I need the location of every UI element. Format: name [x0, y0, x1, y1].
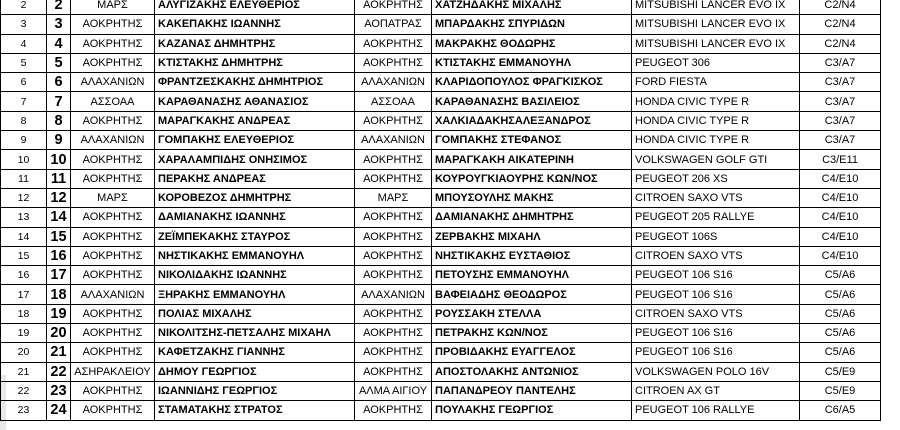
row-index: 14 [1, 227, 47, 246]
row-index: 5 [1, 53, 47, 72]
class-group: C3/A7 [800, 53, 881, 72]
start-number: 11 [47, 169, 71, 188]
start-number: 8 [47, 111, 71, 130]
car-model: VOLKSWAGEN POLO 16V [632, 362, 800, 381]
driver-club: ΑΟΚΡΗΤΗΣ [71, 169, 155, 188]
class-group: C4/E10 [800, 246, 881, 265]
start-number: 3 [47, 15, 71, 34]
table-row [1, 381, 881, 400]
start-number: 6 [47, 73, 71, 92]
driver-club: ΑΛΑΧΑΝΙΩΝ [71, 285, 155, 304]
table-row [1, 150, 881, 169]
driver-name: ΦΡΑΝΤΖΕΣΚΑΚΗΣ ΔΗΜΗΤΡΙΟΣ [155, 73, 355, 92]
row-index: 8 [1, 111, 47, 130]
start-number: 23 [47, 381, 71, 400]
codriver-club: ΑΟΚΡΗΤΗΣ [355, 34, 432, 53]
driver-name: ΑΛΥΓΙΖΑΚΗΣ ΕΛΕΥΘΕΡΙΟΣ [155, 0, 355, 15]
codriver-name: ΧΑΤΖΗΔΑΚΗΣ ΜΙΧΑΛΗΣ [432, 0, 632, 15]
class-group: C5/A6 [800, 285, 881, 304]
start-number: 2 [47, 0, 71, 15]
codriver-club: ΑΟΚΡΗΤΗΣ [355, 324, 432, 343]
start-number: 24 [47, 401, 71, 420]
table-row [1, 208, 881, 227]
class-group: C6/A5 [800, 401, 881, 420]
driver-club: ΑΟΚΡΗΤΗΣ [71, 111, 155, 130]
driver-club: ΑΟΚΡΗΤΗΣ [71, 246, 155, 265]
table-row [1, 285, 881, 304]
car-model: PEUGEOT 106 S16 [632, 285, 800, 304]
row-index: 11 [1, 169, 47, 188]
start-number: 5 [47, 53, 71, 72]
codriver-name: ΠΡΟΒΙΔΑΚΗΣ ΕΥΑΓΓΕΛΟΣ [432, 343, 632, 362]
row-index: 18 [1, 304, 47, 323]
driver-club: ΑΣΗΡΑΚΛΕΙΟΥ [71, 362, 155, 381]
start-number: 15 [47, 227, 71, 246]
class-group: C2/N4 [800, 34, 881, 53]
class-group: C3/E11 [800, 150, 881, 169]
car-model: HONDA CIVIC TYPE R [632, 131, 800, 150]
class-group: C5/A6 [800, 343, 881, 362]
codriver-club: ΑΟΚΡΗΤΗΣ [355, 246, 432, 265]
driver-name: ΧΑΡΑΛΑΜΠΙΔΗΣ ΟΝΗΣΙΜΟΣ [155, 150, 355, 169]
codriver-name: ΧΑΛΚΙΑΔΑΚΗΣΑΛΕΞΑΝΔΡΟΣ [432, 111, 632, 130]
car-model: MITSUBISHI LANCER EVO IX [632, 0, 800, 15]
driver-name: ΚΑΚΕΠΑΚΗΣ ΙΩΑΝΝΗΣ [155, 15, 355, 34]
driver-name: ΚΑΖΑΝΑΣ ΔΗΜΗΤΡΗΣ [155, 34, 355, 53]
car-model: HONDA CIVIC TYPE R [632, 92, 800, 111]
class-group: C4/E10 [800, 208, 881, 227]
driver-club: ΑΟΚΡΗΤΗΣ [71, 304, 155, 323]
class-group: C3/A7 [800, 131, 881, 150]
row-index: 20 [1, 343, 47, 362]
start-number: 17 [47, 266, 71, 285]
row-index: 4 [1, 34, 47, 53]
codriver-club: ΑΣΣΟΑΑ [355, 92, 432, 111]
codriver-name: ΝΗΣΤΙΚΑΚΗΣ ΕΥΣΤΑΘΙΟΣ [432, 246, 632, 265]
codriver-name: ΚΟΥΡΟΥΓΚΙΑΟΥΡΗΣ ΚΩΝ/ΝΟΣ [432, 169, 632, 188]
row-index: 22 [1, 381, 47, 400]
driver-name: ΝΙΚΟΛΙΔΑΚΗΣ ΙΩΑΝΝΗΣ [155, 266, 355, 285]
entry-rows [1, 0, 881, 420]
table-row [1, 34, 881, 53]
codriver-club: ΑΟΚΡΗΤΗΣ [355, 266, 432, 285]
start-number: 20 [47, 324, 71, 343]
codriver-club: ΑΟΚΡΗΤΗΣ [355, 227, 432, 246]
car-model: PEUGEOT 106 S16 [632, 343, 800, 362]
codriver-name: ΠΑΠΑΝΔΡΕΟΥ ΠΑΝΤΕΛΗΣ [432, 381, 632, 400]
row-index: 13 [1, 208, 47, 227]
codriver-name: ΠΟΥΛΑΚΗΣ ΓΕΩΡΓΙΟΣ [432, 401, 632, 420]
codriver-name: ΑΠΟΣΤΟΛΑΚΗΣ ΑΝΤΩΝΙΟΣ [432, 362, 632, 381]
class-group: C3/A7 [800, 73, 881, 92]
car-model: PEUGEOT 206 XS [632, 169, 800, 188]
driver-name: ΚΤΙΣΤΑΚΗΣ ΔΗΜΗΤΡΗΣ [155, 53, 355, 72]
class-group: C2/N4 [800, 0, 881, 15]
row-index: 2 [1, 0, 47, 15]
start-number: 16 [47, 246, 71, 265]
start-number: 4 [47, 34, 71, 53]
row-index: 3 [1, 15, 47, 34]
codriver-club: ΑΟΚΡΗΤΗΣ [355, 304, 432, 323]
row-index: 21 [1, 362, 47, 381]
table-row [1, 15, 881, 34]
start-number: 22 [47, 362, 71, 381]
codriver-club: ΑΟΚΡΗΤΗΣ [355, 150, 432, 169]
class-group: C3/A7 [800, 92, 881, 111]
codriver-name: ΜΑΡΑΓΚΑΚΗ ΑΙΚΑΤΕΡΙΝΗ [432, 150, 632, 169]
codriver-club: ΑΟΚΡΗΤΗΣ [355, 0, 432, 15]
driver-club: ΑΟΚΡΗΤΗΣ [71, 150, 155, 169]
start-number: 7 [47, 92, 71, 111]
car-model: PEUGEOT 106 RALLYE [632, 401, 800, 420]
codriver-club: ΑΟΚΡΗΤΗΣ [355, 208, 432, 227]
start-number: 10 [47, 150, 71, 169]
class-group: C4/E10 [800, 227, 881, 246]
table-row [1, 324, 881, 343]
class-group: C3/A7 [800, 111, 881, 130]
codriver-name: ΜΠΟΥΣΟΥΛΗΣ ΜΑΚΗΣ [432, 188, 632, 207]
driver-name: ΚΑΡΑΘΑΝΑΣΗΣ ΑΘΑΝΑΣΙΟΣ [155, 92, 355, 111]
driver-club: ΑΟΚΡΗΤΗΣ [71, 324, 155, 343]
table-row [1, 227, 881, 246]
driver-name: ΔΗΜΟΥ ΓΕΩΡΓΙΟΣ [155, 362, 355, 381]
driver-club: ΜΑΡΣ [71, 0, 155, 15]
driver-name: ΝΙΚΟΛΙΤΣΗΣ-ΠΕΤΣΑΛΗΣ ΜΙΧΑΗΛ [155, 324, 355, 343]
table-row [1, 266, 881, 285]
driver-name: ΔΑΜΙΑΝΑΚΗΣ ΙΩΑΝΝΗΣ [155, 208, 355, 227]
codriver-club: ΑΟΚΡΗΤΗΣ [355, 111, 432, 130]
driver-name: ΓΟΜΠΑΚΗΣ ΕΛΕΥΘΕΡΙΟΣ [155, 131, 355, 150]
driver-name: ΚΑΦΕΤΖΑΚΗΣ ΓΙΑΝΝΗΣ [155, 343, 355, 362]
start-number: 18 [47, 285, 71, 304]
car-model: MITSUBISHI LANCER EVO IX [632, 15, 800, 34]
table-row [1, 111, 881, 130]
car-model: PEUGEOT 306 [632, 53, 800, 72]
codriver-club: ΑΟΚΡΗΤΗΣ [355, 343, 432, 362]
row-index: 23 [1, 401, 47, 420]
table-row [1, 53, 881, 72]
row-index: 19 [1, 324, 47, 343]
driver-name: ΠΟΛΙΑΣ ΜΙΧΑΛΗΣ [155, 304, 355, 323]
car-model: CITROEN SAXO VTS [632, 304, 800, 323]
driver-name: ΞΗΡΑΚΗΣ ΕΜΜΑΝΟΥΗΛ [155, 285, 355, 304]
car-model: MITSUBISHI LANCER EVO IX [632, 34, 800, 53]
row-index: 16 [1, 266, 47, 285]
driver-name: ΝΗΣΤΙΚΑΚΗΣ ΕΜΜΑΝΟΥΗΛ [155, 246, 355, 265]
driver-club: ΑΟΚΡΗΤΗΣ [71, 381, 155, 400]
driver-club: ΑΟΚΡΗΤΗΣ [71, 401, 155, 420]
driver-name: ΠΕΡΑΚΗΣ ΑΝΔΡΕΑΣ [155, 169, 355, 188]
codriver-name: ΔΑΜΙΑΝΑΚΗΣ ΔΗΜΗΤΡΗΣ [432, 208, 632, 227]
codriver-name: ΚΑΡΑΘΑΝΑΣΗΣ ΒΑΣΙΛΕΙΟΣ [432, 92, 632, 111]
driver-name: ΜΑΡΑΓΚΑΚΗΣ ΑΝΔΡΕΑΣ [155, 111, 355, 130]
car-model: PEUGEOT 106 S16 [632, 324, 800, 343]
class-group: C4/E10 [800, 188, 881, 207]
car-model: CITROEN AX GT [632, 381, 800, 400]
codriver-name: ΚΤΙΣΤΑΚΗΣ ΕΜΜΑΝΟΥΗΛ [432, 53, 632, 72]
class-group: C2/N4 [800, 15, 881, 34]
table-row [1, 169, 881, 188]
table-row [1, 401, 881, 420]
codriver-club: ΑΛΑΧΑΝΙΩΝ [355, 131, 432, 150]
start-number: 9 [47, 131, 71, 150]
codriver-name: ΡΟΥΣΣΑΚΗ ΣΤΕΛΛΑ [432, 304, 632, 323]
table-row [1, 246, 881, 265]
codriver-name: ΠΕΤΡΑΚΗΣ ΚΩΝ/ΝΟΣ [432, 324, 632, 343]
driver-club: ΑΟΚΡΗΤΗΣ [71, 53, 155, 72]
row-index: 6 [1, 73, 47, 92]
driver-name: ΖΕΪΜΠΕΚΑΚΗΣ ΣΤΑΥΡΟΣ [155, 227, 355, 246]
car-model: VOLKSWAGEN GOLF GTI [632, 150, 800, 169]
codriver-club: ΑΟΚΡΗΤΗΣ [355, 362, 432, 381]
driver-club: ΜΑΡΣ [71, 188, 155, 207]
driver-name: ΙΩΑΝΝΙΔΗΣ ΓΕΩΡΓΙΟΣ [155, 381, 355, 400]
row-index: 15 [1, 246, 47, 265]
table-row [1, 0, 881, 15]
car-model: HONDA CIVIC TYPE R [632, 111, 800, 130]
codriver-name: ΜΑΚΡΑΚΗΣ ΘΟΔΩΡΗΣ [432, 34, 632, 53]
class-group: C4/E10 [800, 169, 881, 188]
start-number: 19 [47, 304, 71, 323]
car-model: PEUGEOT 205 RALLYE [632, 208, 800, 227]
class-group: C5/E9 [800, 362, 881, 381]
driver-club: ΑΟΚΡΗΤΗΣ [71, 227, 155, 246]
codriver-club: ΑΟΚΡΗΤΗΣ [355, 169, 432, 188]
driver-club: ΑΟΚΡΗΤΗΣ [71, 15, 155, 34]
car-model: PEUGEOT 106S [632, 227, 800, 246]
codriver-club: ΑΟΠΑΤΡΑΣ [355, 15, 432, 34]
start-number: 12 [47, 188, 71, 207]
driver-club: ΑΛΑΧΑΝΙΩΝ [71, 131, 155, 150]
class-group: C5/A6 [800, 324, 881, 343]
row-index: 17 [1, 285, 47, 304]
table-row [1, 362, 881, 381]
codriver-club: ΑΟΚΡΗΤΗΣ [355, 53, 432, 72]
table-row [1, 131, 881, 150]
class-group: C5/E9 [800, 381, 881, 400]
codriver-club: ΑΛΑΧΑΝΙΩΝ [355, 285, 432, 304]
row-index: 10 [1, 150, 47, 169]
driver-name: ΣΤΑΜΑΤΑΚΗΣ ΣΤΡΑΤΟΣ [155, 401, 355, 420]
driver-club: ΑΛΑΧΑΝΙΩΝ [71, 73, 155, 92]
driver-club: ΑΟΚΡΗΤΗΣ [71, 343, 155, 362]
codriver-club: ΑΛΜΑ ΑΙΓΙΟΥ [355, 381, 432, 400]
codriver-name: ΚΛΑΡΙΔΟΠΟΥΛΟΣ ΦΡΑΓΚΙΣΚΟΣ [432, 73, 632, 92]
driver-club: ΑΟΚΡΗΤΗΣ [71, 266, 155, 285]
class-group: C5/A6 [800, 304, 881, 323]
codriver-club: ΑΛΑΧΑΝΙΩΝ [355, 73, 432, 92]
row-index: 9 [1, 131, 47, 150]
row-index: 7 [1, 92, 47, 111]
driver-club: ΑΣΣΟΑΑ [71, 92, 155, 111]
codriver-club: ΜΑΡΣ [355, 188, 432, 207]
codriver-name: ΜΠΑΡΔΑΚΗΣ ΣΠΥΡΙΔΩΝ [432, 15, 632, 34]
driver-name: ΚΟΡΟΒΕΖΟΣ ΔΗΜΗΤΡΗΣ [155, 188, 355, 207]
row-index: 12 [1, 188, 47, 207]
start-number: 14 [47, 208, 71, 227]
class-group: C5/A6 [800, 266, 881, 285]
table-row [1, 304, 881, 323]
table-row [1, 343, 881, 362]
start-number: 21 [47, 343, 71, 362]
table-row [1, 73, 881, 92]
table-row [1, 92, 881, 111]
car-model: CITROEN SAXO VTS [632, 246, 800, 265]
codriver-name: ΓΟΜΠΑΚΗΣ ΣΤΕΦΑΝΟΣ [432, 131, 632, 150]
car-model: FORD FIESTA [632, 73, 800, 92]
codriver-name: ΒΑΦΕΙΑΔΗΣ ΘΕΟΔΩΡΟΣ [432, 285, 632, 304]
driver-club: ΑΟΚΡΗΤΗΣ [71, 34, 155, 53]
car-model: PEUGEOT 106 S16 [632, 266, 800, 285]
codriver-name: ΖΕΡΒΑΚΗΣ ΜΙΧΑΗΛ [432, 227, 632, 246]
codriver-club: ΑΟΚΡΗΤΗΣ [355, 401, 432, 420]
table-row [1, 188, 881, 207]
codriver-name: ΠΕΤΟΥΣΗΣ ΕΜΜΑΝΟΥΗΛ [432, 266, 632, 285]
driver-club: ΑΟΚΡΗΤΗΣ [71, 208, 155, 227]
car-model: CITROEN SAXO VTS [632, 188, 800, 207]
